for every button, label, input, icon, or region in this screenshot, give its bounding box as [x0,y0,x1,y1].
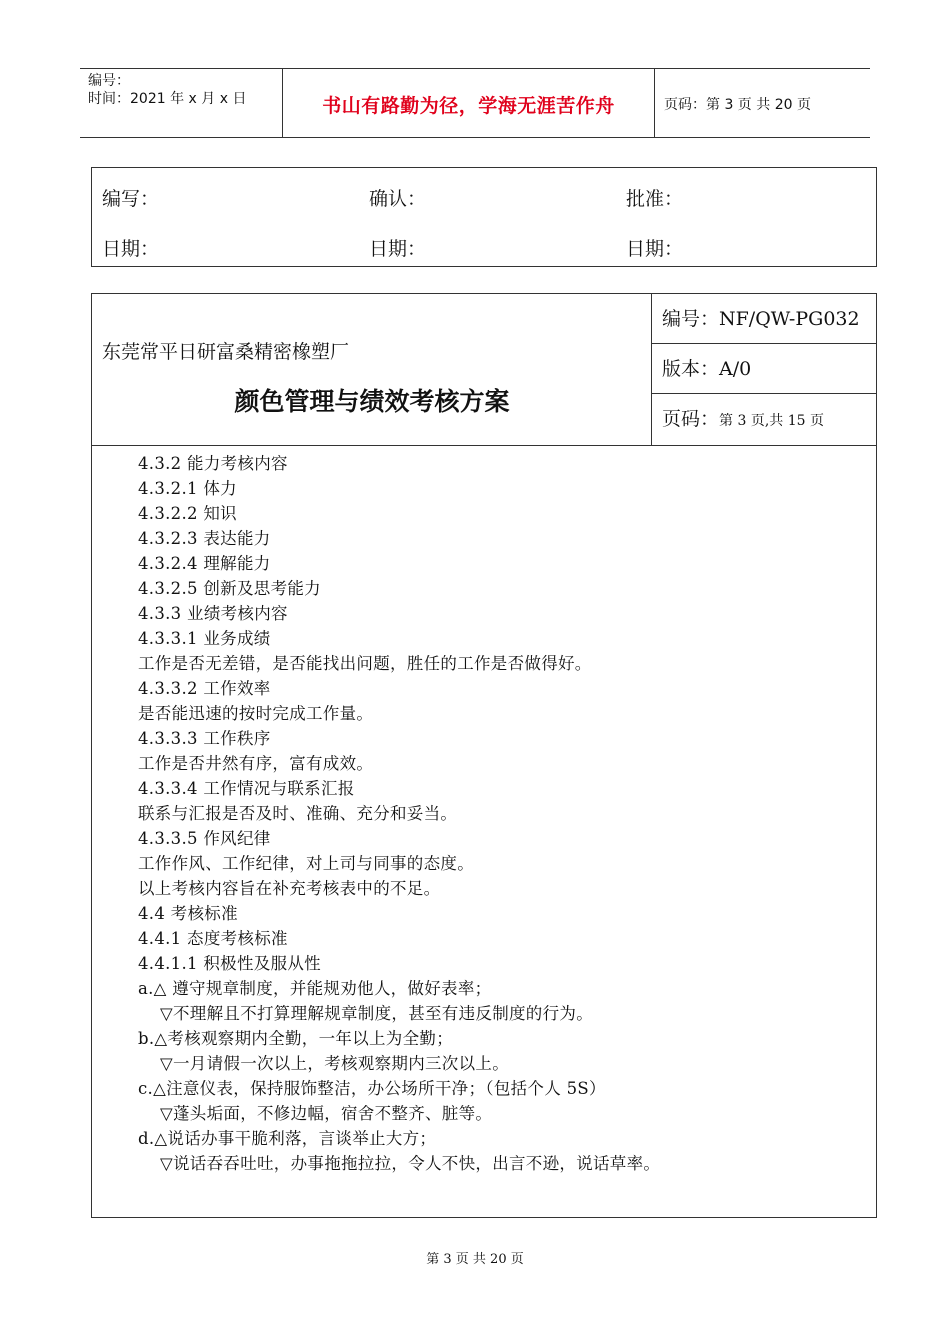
content-line: 4.3.3.4 工作情况与联系汇报 [138,779,355,798]
content-line: 4.3.2.2 知识 [138,504,237,523]
written-by-label: 编写： [102,188,160,210]
content-line: 4.3.2.3 表达能力 [138,529,271,548]
company-name: 东莞常平日研富桑精密橡塑厂 [102,341,350,363]
content-line: 以上考核内容旨在补充考核表中的不足。 [138,879,441,898]
content-line: 4.4.1.1 积极性及服从性 [138,954,321,973]
content-line: ▽蓬头垢面，不修边幅，宿舍不整齐、脏等。 [160,1104,493,1123]
date-label: 日期： [102,238,160,260]
header-time: 时间：2021 年 x 月 x 日 [88,91,247,107]
content-line: ▽一月请假一次以上，考核观察期内三次以上。 [160,1054,509,1073]
header-number-label: 编号： [88,73,130,89]
approved-label: 批准： [626,188,684,210]
header-meta [88,72,246,108]
content-line: 4.3.3 业绩考核内容 [138,604,288,623]
content-line: d.△说话办事干脆利落，言谈举止大方； [138,1129,437,1148]
content-line: 工作作风、工作纪律，对上司与同事的态度。 [138,854,474,873]
content-line: 4.3.3.5 作风纪律 [138,829,271,848]
signoff-box [91,167,877,267]
content-line: a.△ 遵守规章制度，并能规劝他人，做好表率； [138,979,492,998]
content-line: 4.3.2.4 理解能力 [138,554,271,573]
content-line: 是否能迅速的按时完成工作量。 [138,704,374,723]
content-line: 工作是否无差错，是否能找出问题，胜任的工作是否做得好。 [138,654,592,673]
page-footer: 第 3 页 共 20 页 [426,1252,524,1267]
document-header [92,294,876,446]
content-line: 联系与汇报是否及时、准确、充分和妥当。 [138,804,458,823]
page-header [80,68,870,138]
header-divider [654,69,655,137]
date-label: 日期： [369,238,427,260]
content-line: 工作是否井然有序，富有成效。 [138,754,374,773]
header-page-info: 页码：第 3 页 共 20 页 [664,97,811,113]
content-line: 4.3.3.3 工作秩序 [138,729,271,748]
content-line: 4.4 考核标准 [138,904,238,923]
content-line: ▽不理解且不打算理解规章制度，甚至有违反制度的行为。 [160,1004,593,1023]
content-line: c.△注意仪表，保持服饰整洁，办公场所干净；（包括个人 5S） [138,1079,606,1098]
document-page-value: 第 3 页,共 15 页 [719,413,824,429]
content-line: b.△考核观察期内全勤，一年以上为全勤； [138,1029,453,1048]
content-line: ▽说话吞吞吐吐，办事拖拖拉拉，令人不快，出言不逊，说话草率。 [160,1154,661,1173]
confirmed-label: 确认： [369,188,427,210]
date-label: 日期： [626,238,684,260]
document-meta [651,294,877,445]
content-line: 4.3.3.2 工作效率 [138,679,271,698]
content-line: 4.3.3.1 业务成绩 [138,629,271,648]
document-code: 编号：NF/QW-PG032 [652,294,877,344]
content-line: 4.4.1 态度考核标准 [138,929,288,948]
content-line: 4.3.2.1 体力 [138,479,237,498]
document-page [652,394,877,444]
header-motto: 书山有路勤为径，学海无涯苦作舟 [322,95,615,117]
document-box [91,293,877,1218]
content-line: 4.3.2 能力考核内容 [138,454,288,473]
document-page-label: 页码： [662,408,720,430]
document-title: 颜色管理与绩效考核方案 [234,387,510,416]
content-line: 4.3.2.5 创新及思考能力 [138,579,321,598]
document-version: 版本：A/0 [652,344,877,394]
